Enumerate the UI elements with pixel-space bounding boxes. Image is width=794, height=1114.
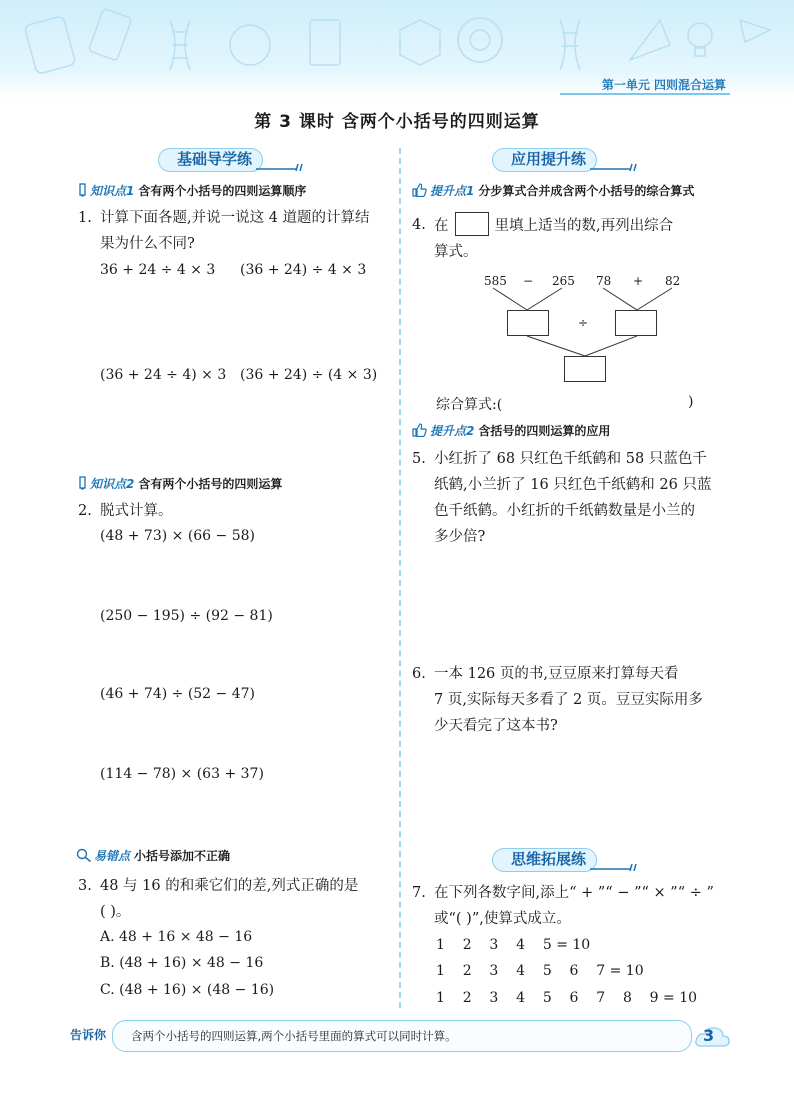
thumbs-up-icon — [412, 423, 428, 437]
page-number: 3 — [693, 1022, 733, 1052]
q3-option-b[interactable]: B. (48 + 16) × 48 − 16 — [100, 955, 264, 971]
tree-num-a: 585 — [484, 274, 507, 288]
section-title-thinking: 思维拓展练 — [492, 848, 597, 872]
tree-op-plus: + — [633, 274, 644, 288]
tree-op-minus: − — [523, 274, 534, 288]
section-badge-thinking — [486, 846, 636, 874]
speed-lines-icon — [590, 863, 640, 871]
section-title-apply: 应用提升练 — [492, 148, 597, 172]
tip-box — [112, 1020, 692, 1052]
section-badge-apply — [486, 146, 636, 174]
unit-label: 第一单元 四则混合运算 — [601, 78, 726, 92]
q1-expr-3: (36 + 24 ÷ 4) × 3 — [100, 367, 227, 383]
pencil-icon — [78, 183, 88, 197]
pencil-icon — [78, 476, 88, 490]
q2-expr-1: (48 + 73) × (66 − 58) — [100, 528, 255, 544]
tip-badge: 告诉你 — [70, 1028, 107, 1042]
lesson-title: 第 3 课时 含两个小括号的四则运算 — [254, 112, 540, 132]
section-title-basic: 基础导学练 — [158, 148, 263, 172]
improve-tag-2: 提升点2 含括号的四则运算的应用 — [412, 422, 610, 439]
combined-expression-close: ) — [688, 394, 694, 410]
q2-expr-3: (46 + 74) ÷ (52 − 47) — [100, 686, 255, 702]
tree-op-div: ÷ — [578, 316, 589, 330]
q2-expr-2: (250 − 195) ÷ (92 − 81) — [100, 608, 273, 624]
q1-expr-4: (36 + 24) ÷ (4 × 3) — [240, 367, 378, 383]
header-underline — [560, 93, 730, 95]
q1-expr-2: (36 + 24) ÷ 4 × 3 — [240, 262, 367, 278]
answer-box-2[interactable] — [615, 310, 657, 336]
q7-row-1: 1 2 3 4 5 = 10 — [436, 937, 591, 953]
improve-tag-1: 提升点1 分步算式合并成含两个小括号的综合算式 — [412, 182, 694, 199]
magnifier-icon — [76, 848, 92, 862]
q3-option-a[interactable]: A. 48 + 16 × 48 − 16 — [100, 929, 253, 945]
knowledge-tag-2: 知识点2 含有两个小括号的四则运算 — [78, 475, 282, 492]
q1-expr-1: 36 + 24 ÷ 4 × 3 — [100, 262, 216, 278]
knowledge-tag-1: 知识点1 含有两个小括号的四则运算顺序 — [78, 182, 306, 199]
column-divider — [399, 148, 401, 1008]
section-badge-basic — [152, 146, 302, 174]
q3-option-c[interactable]: C. (48 + 16) × (48 − 16) — [100, 982, 275, 998]
tree-num-c: 78 — [596, 274, 612, 288]
combined-expression-label: 综合算式:( — [436, 397, 503, 413]
thumbs-up-icon — [412, 183, 428, 197]
answer-box-3[interactable] — [564, 356, 606, 382]
blank-box-icon — [455, 212, 489, 236]
speed-lines-icon — [256, 163, 306, 171]
q7-row-3: 1 2 3 4 5 6 7 8 9 = 10 — [436, 990, 698, 1006]
q2-expr-4: (114 − 78) × (63 + 37) — [100, 766, 264, 782]
q7-row-2: 1 2 3 4 5 6 7 = 10 — [436, 963, 644, 979]
tree-num-b: 265 — [552, 274, 575, 288]
tree-num-d: 82 — [665, 274, 681, 288]
tip-text: 含两个小括号的四则运算,两个小括号里面的算式可以同时计算。 — [131, 1029, 457, 1043]
answer-box-1[interactable] — [507, 310, 549, 336]
speed-lines-icon — [590, 163, 640, 171]
mistake-tag: 易错点 小括号添加不正确 — [76, 847, 230, 864]
